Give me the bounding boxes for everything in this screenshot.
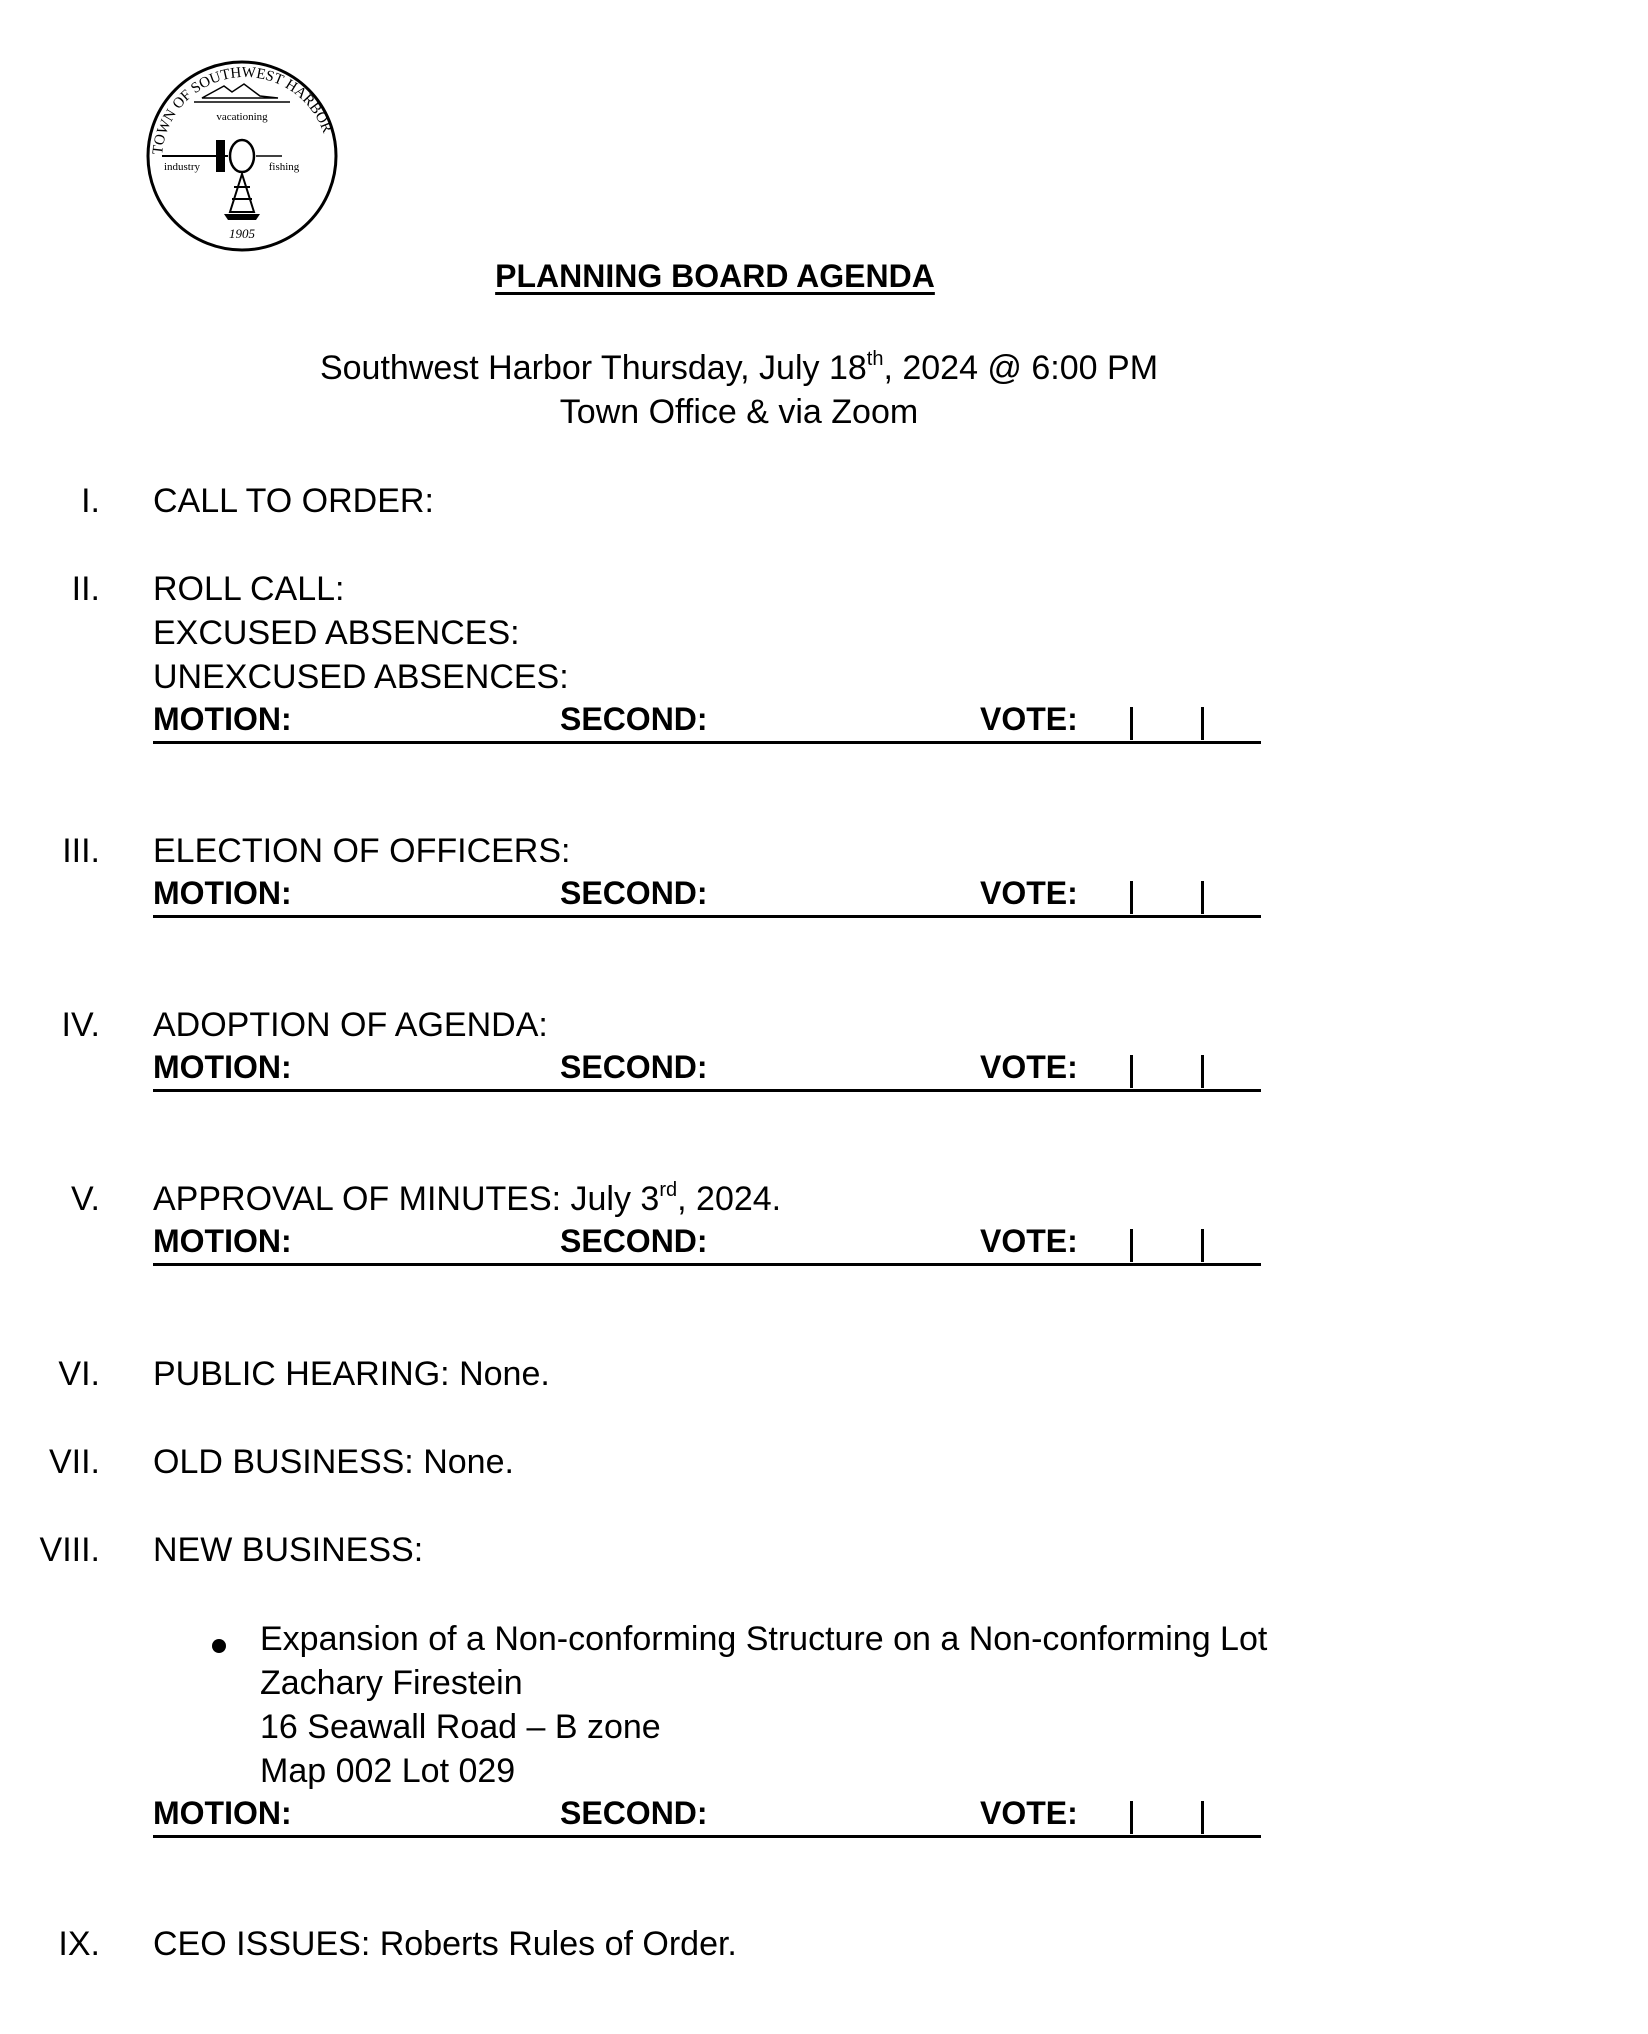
vote-divider — [1201, 881, 1204, 914]
item-number: V. — [70, 1180, 100, 1218]
item-number: VIII. — [39, 1531, 100, 1569]
motion-label: MOTION: — [153, 875, 292, 911]
vote-label: VOTE: — [980, 1223, 1078, 1259]
vote-divider — [1201, 1055, 1204, 1088]
entry-description: Expansion of a Non-conforming Structure on a Non-conforming Lot — [260, 1620, 1268, 1658]
vote-label: VOTE: — [980, 1049, 1078, 1085]
entry-map-lot: Map 002 Lot 029 — [260, 1752, 516, 1790]
item-adoption-of-agenda: ADOPTION OF AGENDA: — [153, 1006, 548, 1044]
svg-text:1905: 1905 — [229, 226, 255, 241]
item-public-hearing: PUBLIC HEARING: None. — [153, 1355, 550, 1393]
item-new-business: NEW BUSINESS: — [153, 1531, 424, 1569]
svg-text:TOWN OF SOUTHWEST HARBOR: TOWN OF SOUTHWEST HARBOR — [150, 64, 336, 156]
meeting-date-line — [0, 346, 1478, 390]
item-election-of-officers: ELECTION OF OFFICERS: — [153, 832, 571, 870]
vote-divider — [1201, 707, 1204, 740]
motion-label: MOTION: — [153, 1223, 292, 1259]
motion-label: MOTION: — [153, 1049, 292, 1085]
item-number: II. — [71, 570, 100, 608]
town-seal-logo — [132, 52, 350, 252]
unexcused-absences: UNEXCUSED ABSENCES: — [153, 658, 569, 696]
item-roll-call: ROLL CALL: — [153, 570, 345, 608]
vote-divider — [1130, 881, 1133, 914]
item-call-to-order: CALL TO ORDER: — [153, 482, 434, 520]
meeting-location: Town Office & via Zoom — [559, 393, 919, 431]
svg-text:industry: industry — [163, 161, 201, 173]
vote-divider — [1130, 1801, 1133, 1834]
svg-text:fishing: fishing — [268, 161, 300, 173]
motion-label: MOTION: — [153, 1795, 292, 1831]
item-number: VII. — [48, 1443, 100, 1481]
meeting-date-text: Southwest Harbor Thursday, July 18 — [319, 349, 867, 387]
entry-applicant: Zachary Firestein — [260, 1664, 523, 1702]
motion-line — [153, 1219, 1261, 1266]
vote-divider — [1130, 707, 1133, 740]
excused-absences: EXCUSED ABSENCES: — [153, 614, 520, 652]
second-label: SECOND: — [560, 875, 708, 911]
second-label: SECOND: — [560, 1049, 708, 1085]
item-number: III. — [62, 832, 100, 870]
second-label: SECOND: — [560, 1795, 708, 1831]
item-ceo-issues: CEO ISSUES: Roberts Rules of Order. — [153, 1925, 737, 1963]
vote-divider — [1130, 1055, 1133, 1088]
date-suffix: th — [866, 348, 884, 370]
meeting-time-text: , 2024 @ 6:00 PM — [883, 349, 1159, 387]
item-number: I. — [81, 482, 100, 520]
motion-line — [153, 697, 1261, 744]
vote-divider — [1201, 1229, 1204, 1262]
page-title: PLANNING BOARD AGENDA — [495, 258, 935, 294]
svg-text:vacationing: vacationing — [216, 111, 268, 123]
item-number: IV. — [61, 1006, 100, 1044]
vote-label: VOTE: — [980, 875, 1078, 911]
second-label: SECOND: — [560, 701, 708, 737]
minutes-text: APPROVAL OF MINUTES: July 3 — [153, 1180, 660, 1218]
item-old-business: OLD BUSINESS: None. — [153, 1443, 514, 1481]
minutes-year: , 2024. — [677, 1180, 782, 1218]
second-label: SECOND: — [560, 1223, 708, 1259]
motion-line — [153, 871, 1261, 918]
new-business-entry — [260, 1617, 1267, 1793]
vote-label: VOTE: — [980, 701, 1078, 737]
vote-divider — [1201, 1801, 1204, 1834]
motion-line — [153, 1045, 1261, 1092]
motion-label: MOTION: — [153, 701, 292, 737]
item-approval-of-minutes — [153, 1177, 781, 1221]
item-number: VI. — [58, 1355, 100, 1393]
vote-label: VOTE: — [980, 1795, 1078, 1831]
minutes-date-suffix: rd — [659, 1179, 678, 1201]
motion-line — [153, 1791, 1261, 1838]
entry-address: 16 Seawall Road – B zone — [260, 1708, 661, 1746]
bullet-icon — [212, 1639, 226, 1653]
item-number: IX. — [58, 1925, 100, 1963]
vote-divider — [1130, 1229, 1133, 1262]
